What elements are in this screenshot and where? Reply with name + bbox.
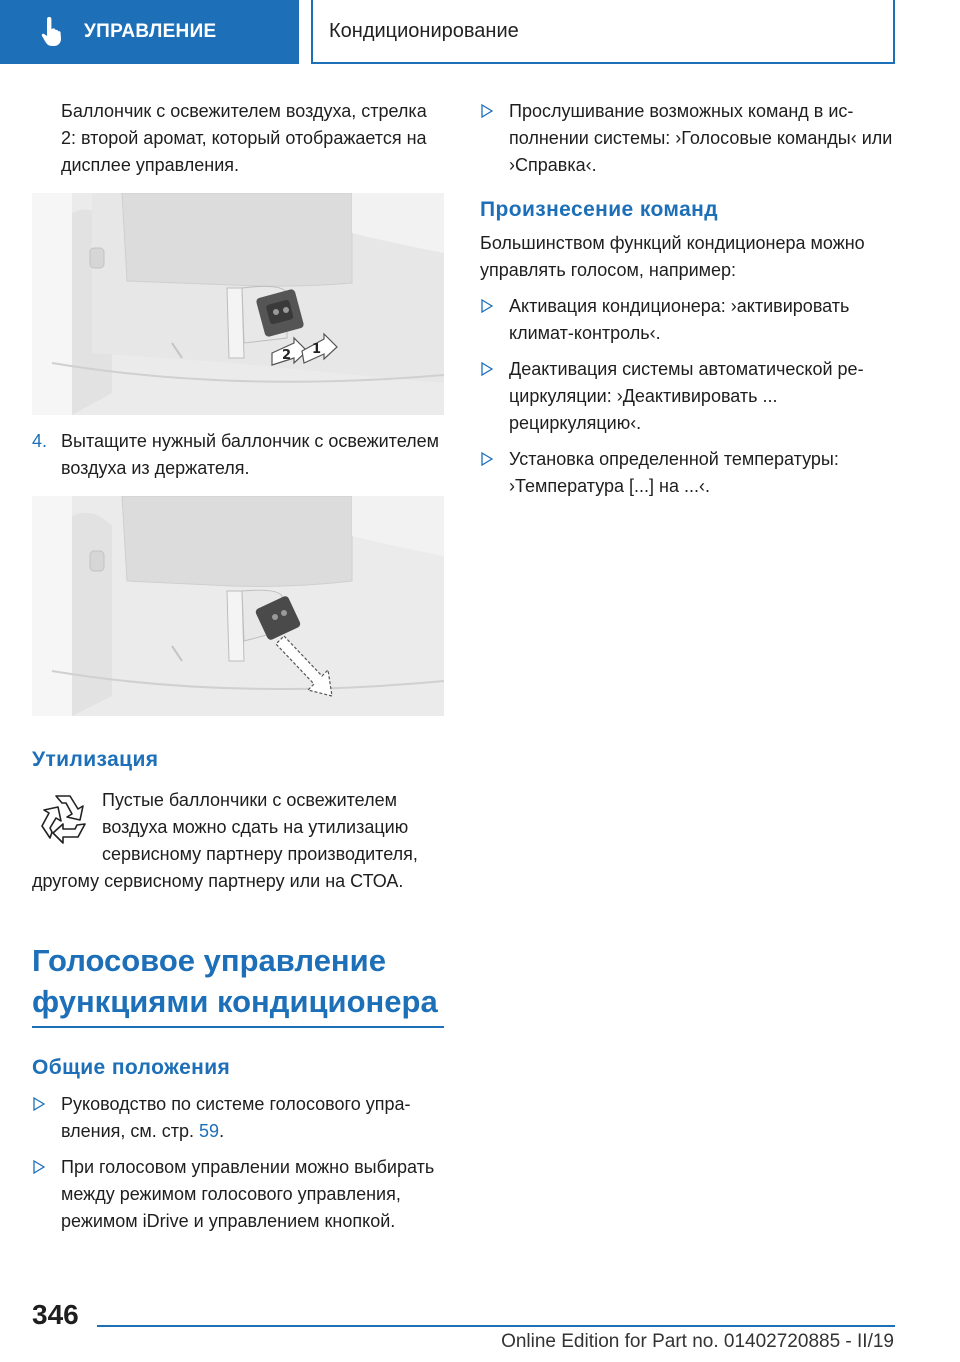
air-freshener-figure-2 — [32, 496, 444, 716]
bullet-text: Деактивация системы автоматической рециркуляции: ›Деактивировать ... рециркуляцию‹. — [509, 359, 864, 433]
right-column — [480, 98, 895, 509]
commands-heading: Произнесение команд — [480, 198, 718, 221]
footer-rule — [97, 1325, 895, 1327]
heading-rule — [32, 1026, 444, 1028]
figure-label-1: 1 — [312, 342, 322, 357]
step-text: Вытащите нужный баллончик с освежителем воздуха из держателя. — [61, 431, 440, 478]
page-link[interactable]: 59 — [199, 1121, 220, 1141]
air-freshener-figure-1 — [32, 193, 444, 415]
disposal-block — [32, 787, 444, 895]
bullet-text: Прослушивание возможных команд в исполнении системы: ›Голосовые команды‹ или ›Справка‹. — [509, 101, 893, 175]
commands-intro: Большинством функций кондиционера можно управлять голосом, например: — [480, 233, 865, 280]
bullet-suffix: . — [219, 1121, 225, 1141]
main-heading-line-2: функциями кондиционера — [32, 984, 438, 1019]
intro-text: Баллончик с освежителем воздуха, стрелка 2: второй аромат, который отображается на дисплее управления. — [61, 101, 427, 175]
list-item — [480, 293, 895, 347]
bullet-triangle-icon — [33, 1097, 45, 1111]
general-bullets — [32, 1091, 444, 1235]
commands-bullets — [480, 293, 895, 500]
listen-bullets — [480, 98, 895, 179]
bullet-triangle-icon — [33, 1160, 45, 1174]
bullet-text: Активация кондиционера: ›активировать климат-контроль‹. — [509, 296, 850, 343]
bullet-triangle-icon — [481, 104, 493, 118]
step-number: 4. — [32, 431, 48, 451]
chapter-header — [311, 0, 895, 64]
bullet-triangle-icon — [481, 299, 493, 313]
bullet-text: При голосовом управлении можно выбирать между режимом голосового управления, режимом iDrive и управлением кнопкой. — [61, 1157, 435, 1231]
recycle-icon — [32, 788, 94, 850]
list-item — [32, 1154, 444, 1235]
bullet-text: Установка определенной температуры: ›Температура [...] на ...‹. — [509, 449, 839, 496]
list-item — [480, 356, 895, 437]
list-item — [480, 98, 895, 179]
bullet-triangle-icon — [481, 452, 493, 466]
edition-footer[interactable]: Online Edition for Part no. 01402720885 - II/19 — [501, 1331, 894, 1352]
step-4 — [32, 428, 444, 482]
chapter-title: Кондиционирование — [329, 19, 519, 42]
figure-label-2: 2 — [282, 348, 292, 363]
section-tab[interactable] — [0, 0, 299, 64]
main-heading-line-1: Голосовое управление — [32, 943, 386, 978]
hand-pointer-icon — [40, 17, 66, 47]
list-item — [480, 446, 895, 500]
left-column — [32, 98, 444, 1244]
disposal-text: Пустые баллончики с освежителем воздуха можно сдать на утилизацию сервисному партнеру производителя, другому сервисному партнеру или на СТОА. — [32, 790, 418, 891]
general-heading: Общие положения — [32, 1056, 231, 1079]
list-item — [32, 1091, 444, 1145]
bullet-triangle-icon — [481, 362, 493, 376]
section-label: УПРАВЛЕНИЕ — [84, 21, 217, 42]
page-number: 346 — [32, 1299, 79, 1330]
main-heading — [32, 940, 444, 1022]
bullet-text: Руководство по системе голосового управления, см. стр. — [61, 1094, 411, 1141]
disposal-heading: Утилизация — [32, 748, 159, 771]
